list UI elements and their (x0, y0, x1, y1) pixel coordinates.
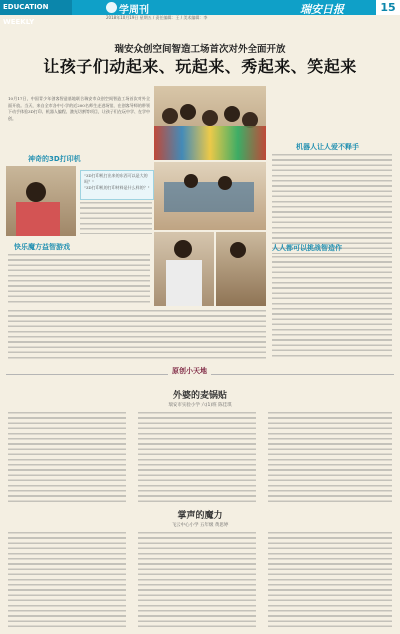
rubiks-body-text (8, 254, 150, 306)
story2-col1 (8, 532, 126, 628)
page-number: 15 (376, 0, 400, 15)
article-headline: 让孩子们动起来、玩起来、秀起来、笑起来 (43, 57, 357, 76)
quote-3d-2: "3D打印机的打印材料是什么样的？" (84, 185, 150, 190)
issue-line: 2018年10月19日 星期五 / 责任编辑：王 / 美术编辑：李 (106, 15, 208, 20)
story1-col3 (268, 412, 392, 504)
section-title-3d-printer: 神奇的3D打印机 (28, 155, 81, 163)
section-title-rubiks-cube: 快乐魔方益智游戏 (14, 243, 70, 251)
section-logo-icon (106, 2, 117, 13)
story2-title: 掌声的魔力 (177, 511, 223, 521)
section-title-challenge: 人人都可以挑战智造作 (272, 244, 342, 252)
column-title: 原创小天地 (168, 366, 211, 376)
photo-girl-workshop (154, 232, 214, 306)
photo-3d-printer (6, 166, 76, 236)
section-name: 学周刊 (119, 5, 149, 16)
story2-col2 (138, 532, 256, 628)
quote-3d-1: "3D打印机打出来的东西可以是大的吗？" (84, 173, 148, 184)
quote-box-3d-printer (80, 170, 154, 200)
section-title-robots: 机器人让人爱不释手 (296, 143, 359, 151)
3d-printer-body-text (80, 202, 152, 234)
story2-col3 (268, 532, 392, 628)
story1-col2 (138, 412, 256, 504)
newspaper-logo: 瑞安日报 (300, 3, 344, 16)
story2-byline: 飞云中心小学 五年级 黄思婷 (171, 523, 229, 528)
article-body-text-bottom (8, 310, 266, 362)
edition-tag: EDUCATION WEEKLY (0, 0, 72, 15)
photo-students-side (216, 232, 266, 306)
challenge-body-text (272, 256, 392, 360)
robots-body-text (272, 154, 392, 254)
story1-title: 外婆的麦锅贴 (172, 391, 227, 401)
article-lead: 10月17日，中国青少年创客智造基地联合瑞安市众创空间智造工场首次对外全面开放。当天，来自全市各中小学的近200名师生走进场馆，在创客导师的带领下动手体验3D打印、机器人编程、激光切割等项目，让孩子们在玩中学、在学中创。 (8, 96, 150, 121)
story1-byline: 瑞安市实验小学 六(1)班 陈佳琪 (168, 403, 232, 408)
photo-robots-center (154, 162, 266, 230)
photo-students-group (154, 86, 266, 160)
story1-col1 (8, 412, 126, 504)
article-subheadline: 瑞安众创空间智造工场首次对外全面开放 (114, 44, 286, 55)
